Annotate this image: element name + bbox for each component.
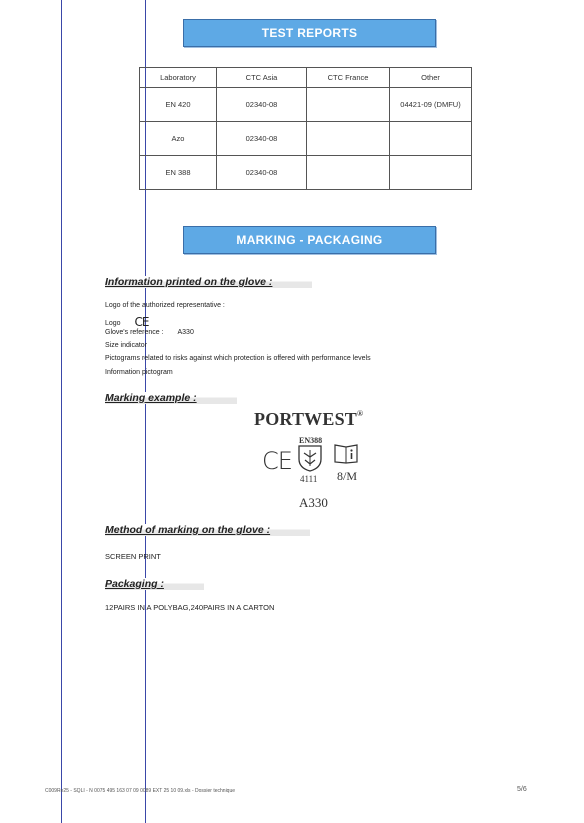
method-heading: Method of marking on the glove :	[105, 524, 310, 536]
table-cell: 02340-08	[217, 122, 307, 156]
info-heading: Information printed on the glove :	[105, 276, 312, 288]
table-header-row	[140, 68, 472, 88]
pictograms-line: Pictograms related to risks against which protection is offered with performance levels	[105, 355, 371, 362]
method-value: SCREEN PRINT	[105, 552, 161, 561]
table-cell: EN 420	[140, 88, 217, 122]
table-row	[140, 156, 472, 190]
reference-marking: A330	[299, 495, 328, 510]
marking-example-heading: Marking example :	[105, 392, 237, 404]
registered-mark: ®	[357, 409, 364, 418]
en388-label: EN388	[299, 436, 323, 445]
size-marking: 8/M	[337, 469, 358, 483]
portwest-logo	[254, 409, 363, 430]
table-row	[140, 122, 472, 156]
table-cell	[390, 122, 472, 156]
table-cell: 02340-08	[217, 88, 307, 122]
marking-packaging-banner	[183, 226, 436, 254]
vertical-margin-line	[61, 0, 62, 823]
table-cell: 04421-09 (DMFU)	[390, 88, 472, 122]
logo-rep-line: Logo of the authorized representative :	[105, 302, 225, 309]
packaging-value: 12PAIRS IN A POLYBAG,240PAIRS IN A CARTON	[105, 603, 275, 612]
reference-label: Glove's reference :	[105, 329, 164, 336]
column-header: CTC France	[307, 68, 390, 88]
table-cell	[390, 156, 472, 190]
packaging-heading: Packaging :	[105, 578, 204, 590]
table-cell	[307, 88, 390, 122]
brand-name: PORTWEST	[254, 409, 357, 429]
marking-packaging-title: MARKING - PACKAGING	[236, 233, 383, 247]
ce-mark-large-icon: CE	[262, 447, 292, 475]
table-cell: 02340-08	[217, 156, 307, 190]
logo-line	[105, 314, 149, 328]
column-header: Other	[390, 68, 472, 88]
table-cell	[307, 156, 390, 190]
mechanical-risk-shield-icon	[296, 444, 324, 472]
info-pictogram-line: Information pictogram	[105, 369, 173, 376]
ce-mark-icon: CE	[134, 315, 149, 329]
reference-value: A330	[177, 329, 194, 336]
reference-line	[105, 329, 194, 336]
column-header: Laboratory	[140, 68, 217, 88]
size-line: Size indicator	[105, 342, 148, 349]
table-row	[140, 88, 472, 122]
column-header: CTC Asia	[217, 68, 307, 88]
performance-levels: 4111	[300, 474, 318, 484]
table-cell	[307, 122, 390, 156]
test-reports-table	[139, 67, 472, 190]
table-cell: EN 388	[140, 156, 217, 190]
logo-label: Logo	[105, 320, 121, 327]
table-cell: Azo	[140, 122, 217, 156]
information-booklet-icon	[334, 442, 358, 464]
footer-reference: C009Re25 - SQLI - N 0075 495 163 07 09 0089 EXT 25 10 09.xls - Dossier technique	[45, 788, 236, 794]
test-reports-banner	[183, 19, 436, 47]
page-number: 5/6	[517, 786, 527, 793]
test-reports-title: TEST REPORTS	[261, 26, 358, 40]
